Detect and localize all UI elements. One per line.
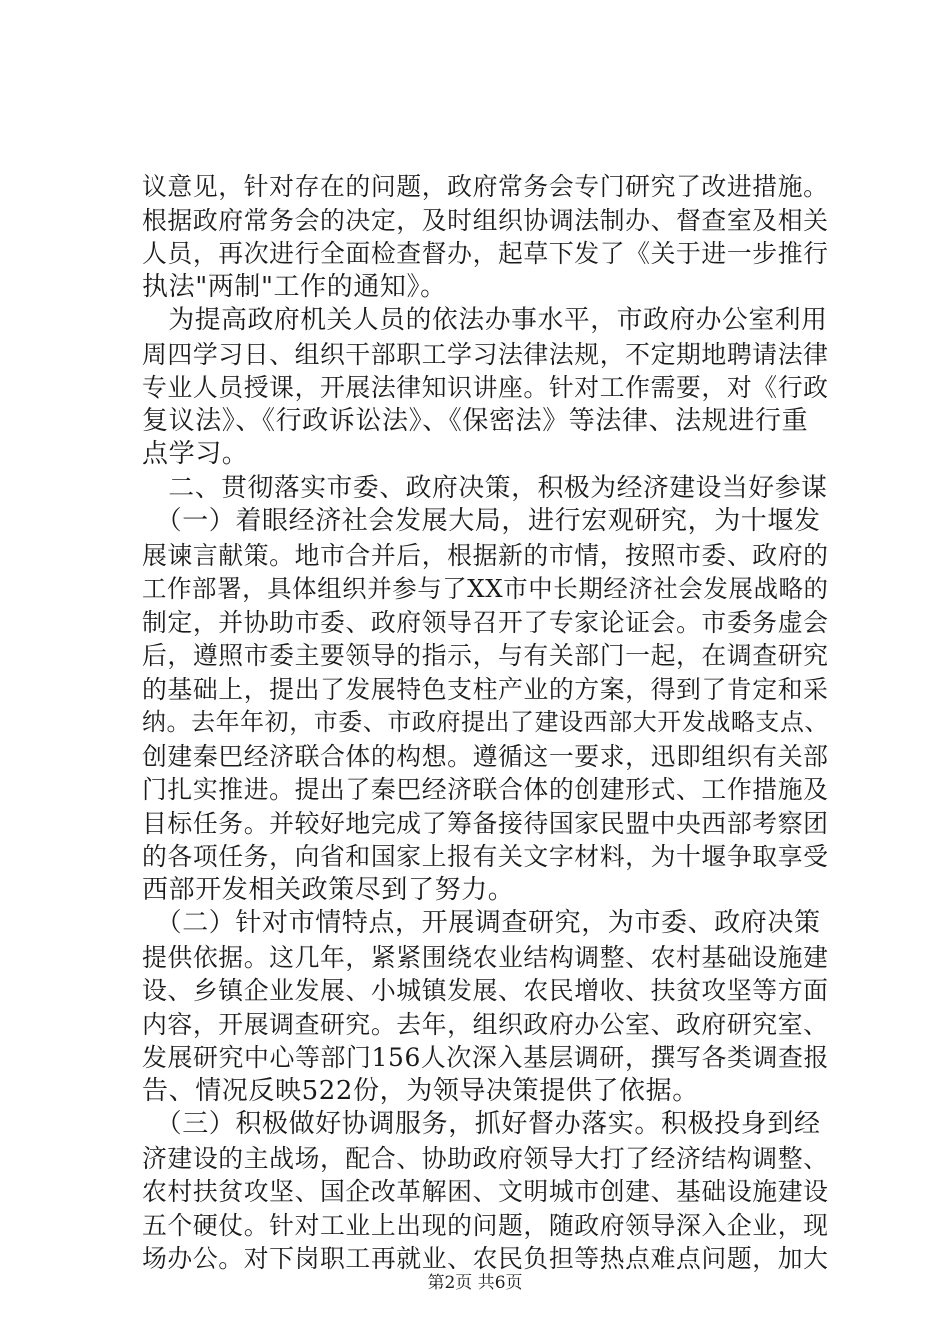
text-line: 目标任务。并较好地完成了筹备接待国家民盟中央西部考察团 bbox=[142, 808, 829, 838]
text-line: 济建设的主战场，配合、协助政府领导大打了经济结构调整、 bbox=[142, 1143, 829, 1173]
text-line: 创建秦巴经济联合体的构想。遵循这一要求，迅即组织有关部 bbox=[142, 741, 829, 771]
text-line: 展谏言献策。地市合并后，根据新的市情，按照市委、政府的 bbox=[142, 540, 829, 570]
text-line: 的基础上，提出了发展特色支柱产业的方案，得到了肯定和采 bbox=[142, 674, 829, 704]
text-line: 二、贯彻落实市委、政府决策，积极为经济建设当好参谋 bbox=[142, 472, 828, 503]
text-line: 工作部署，具体组织并参与了XX市中长期经济社会发展战略的 bbox=[142, 574, 829, 603]
text-line: 周四学习日、组织干部职工学习法律法规，不定期地聘请法律 bbox=[142, 339, 829, 369]
page-footer: 第2页 共6页 bbox=[427, 1273, 523, 1293]
text-line: 议意见，针对存在的问题，政府常务会专门研究了改进措施。 bbox=[142, 172, 829, 201]
text-line: 内容，开展调查研究。去年，组织政府办公室、政府研究室、 bbox=[142, 1009, 829, 1039]
text-line: 复议法》、《行政诉讼法》、《保密法》等法律、法规进行重 bbox=[142, 405, 809, 436]
text-line: 纳。去年年初，市委、市政府提出了建设西部大开发战略支点、 bbox=[142, 708, 830, 736]
text-line: 门扎实推进。提出了秦巴经济联合体的创建形式、工作措施及 bbox=[142, 775, 829, 804]
text-line: 提供依据。这几年，紧紧围绕农业结构调整、农村基础设施建 bbox=[142, 942, 829, 972]
text-line: 点学习。 bbox=[142, 439, 249, 469]
text-line: （一）着眼经济社会发展大局，进行宏观研究，为十堰发 bbox=[142, 506, 821, 536]
text-line: 五个硬仗。针对工业上出现的问题，随政府领导深入企业，现 bbox=[142, 1210, 829, 1240]
text-line: 农村扶贫攻坚、国企改革解困、文明城市创建、基础设施建设 bbox=[142, 1177, 829, 1206]
text-line: 人员，再次进行全面检查督办，起草下发了《关于进一步推行 bbox=[142, 239, 829, 268]
text-line: 后，遵照市委主要领导的指示，与有关部门一起，在调查研究 bbox=[142, 641, 829, 670]
text-line: 西部开发相关政策尽到了努力。 bbox=[142, 874, 515, 905]
text-line: （三）积极做好协调服务，抓好督办落实。积极投身到经 bbox=[142, 1109, 821, 1139]
text-line: 场办公。对下岗职工再就业、农民负担等热点难点问题，加大 bbox=[142, 1244, 829, 1273]
text-line: 告、情况反映522份，为领导决策提供了依据。 bbox=[142, 1075, 699, 1106]
text-line: 的各项任务，向省和国家上报有关文字材料，为十堰争取享受 bbox=[142, 842, 829, 871]
text-line: （二）针对市情特点，开展调查研究，为市委、政府决策 bbox=[142, 908, 821, 938]
text-line: 为提高政府机关人员的依法办事水平，市政府办公室利用 bbox=[142, 305, 828, 335]
text-line: 制定，并协助市委、政府领导召开了专家论证会。市委务虚会 bbox=[142, 607, 829, 637]
text-line: 发展研究中心等部门156人次深入基层调研，撰写各类调查报 bbox=[142, 1043, 829, 1072]
text-line: 设、乡镇企业发展、小城镇发展、农民增收、扶贫攻坚等方面 bbox=[142, 976, 829, 1005]
text-line: 执法"两制"工作的通知》。 bbox=[142, 271, 447, 302]
text-line: 根据政府常务会的决定，及时组织协调法制办、督查室及相关 bbox=[142, 205, 829, 235]
text-line: 专业人员授课，开展法律知识讲座。针对工作需要，对《行政 bbox=[142, 373, 829, 402]
body-text bbox=[142, 170, 828, 1276]
